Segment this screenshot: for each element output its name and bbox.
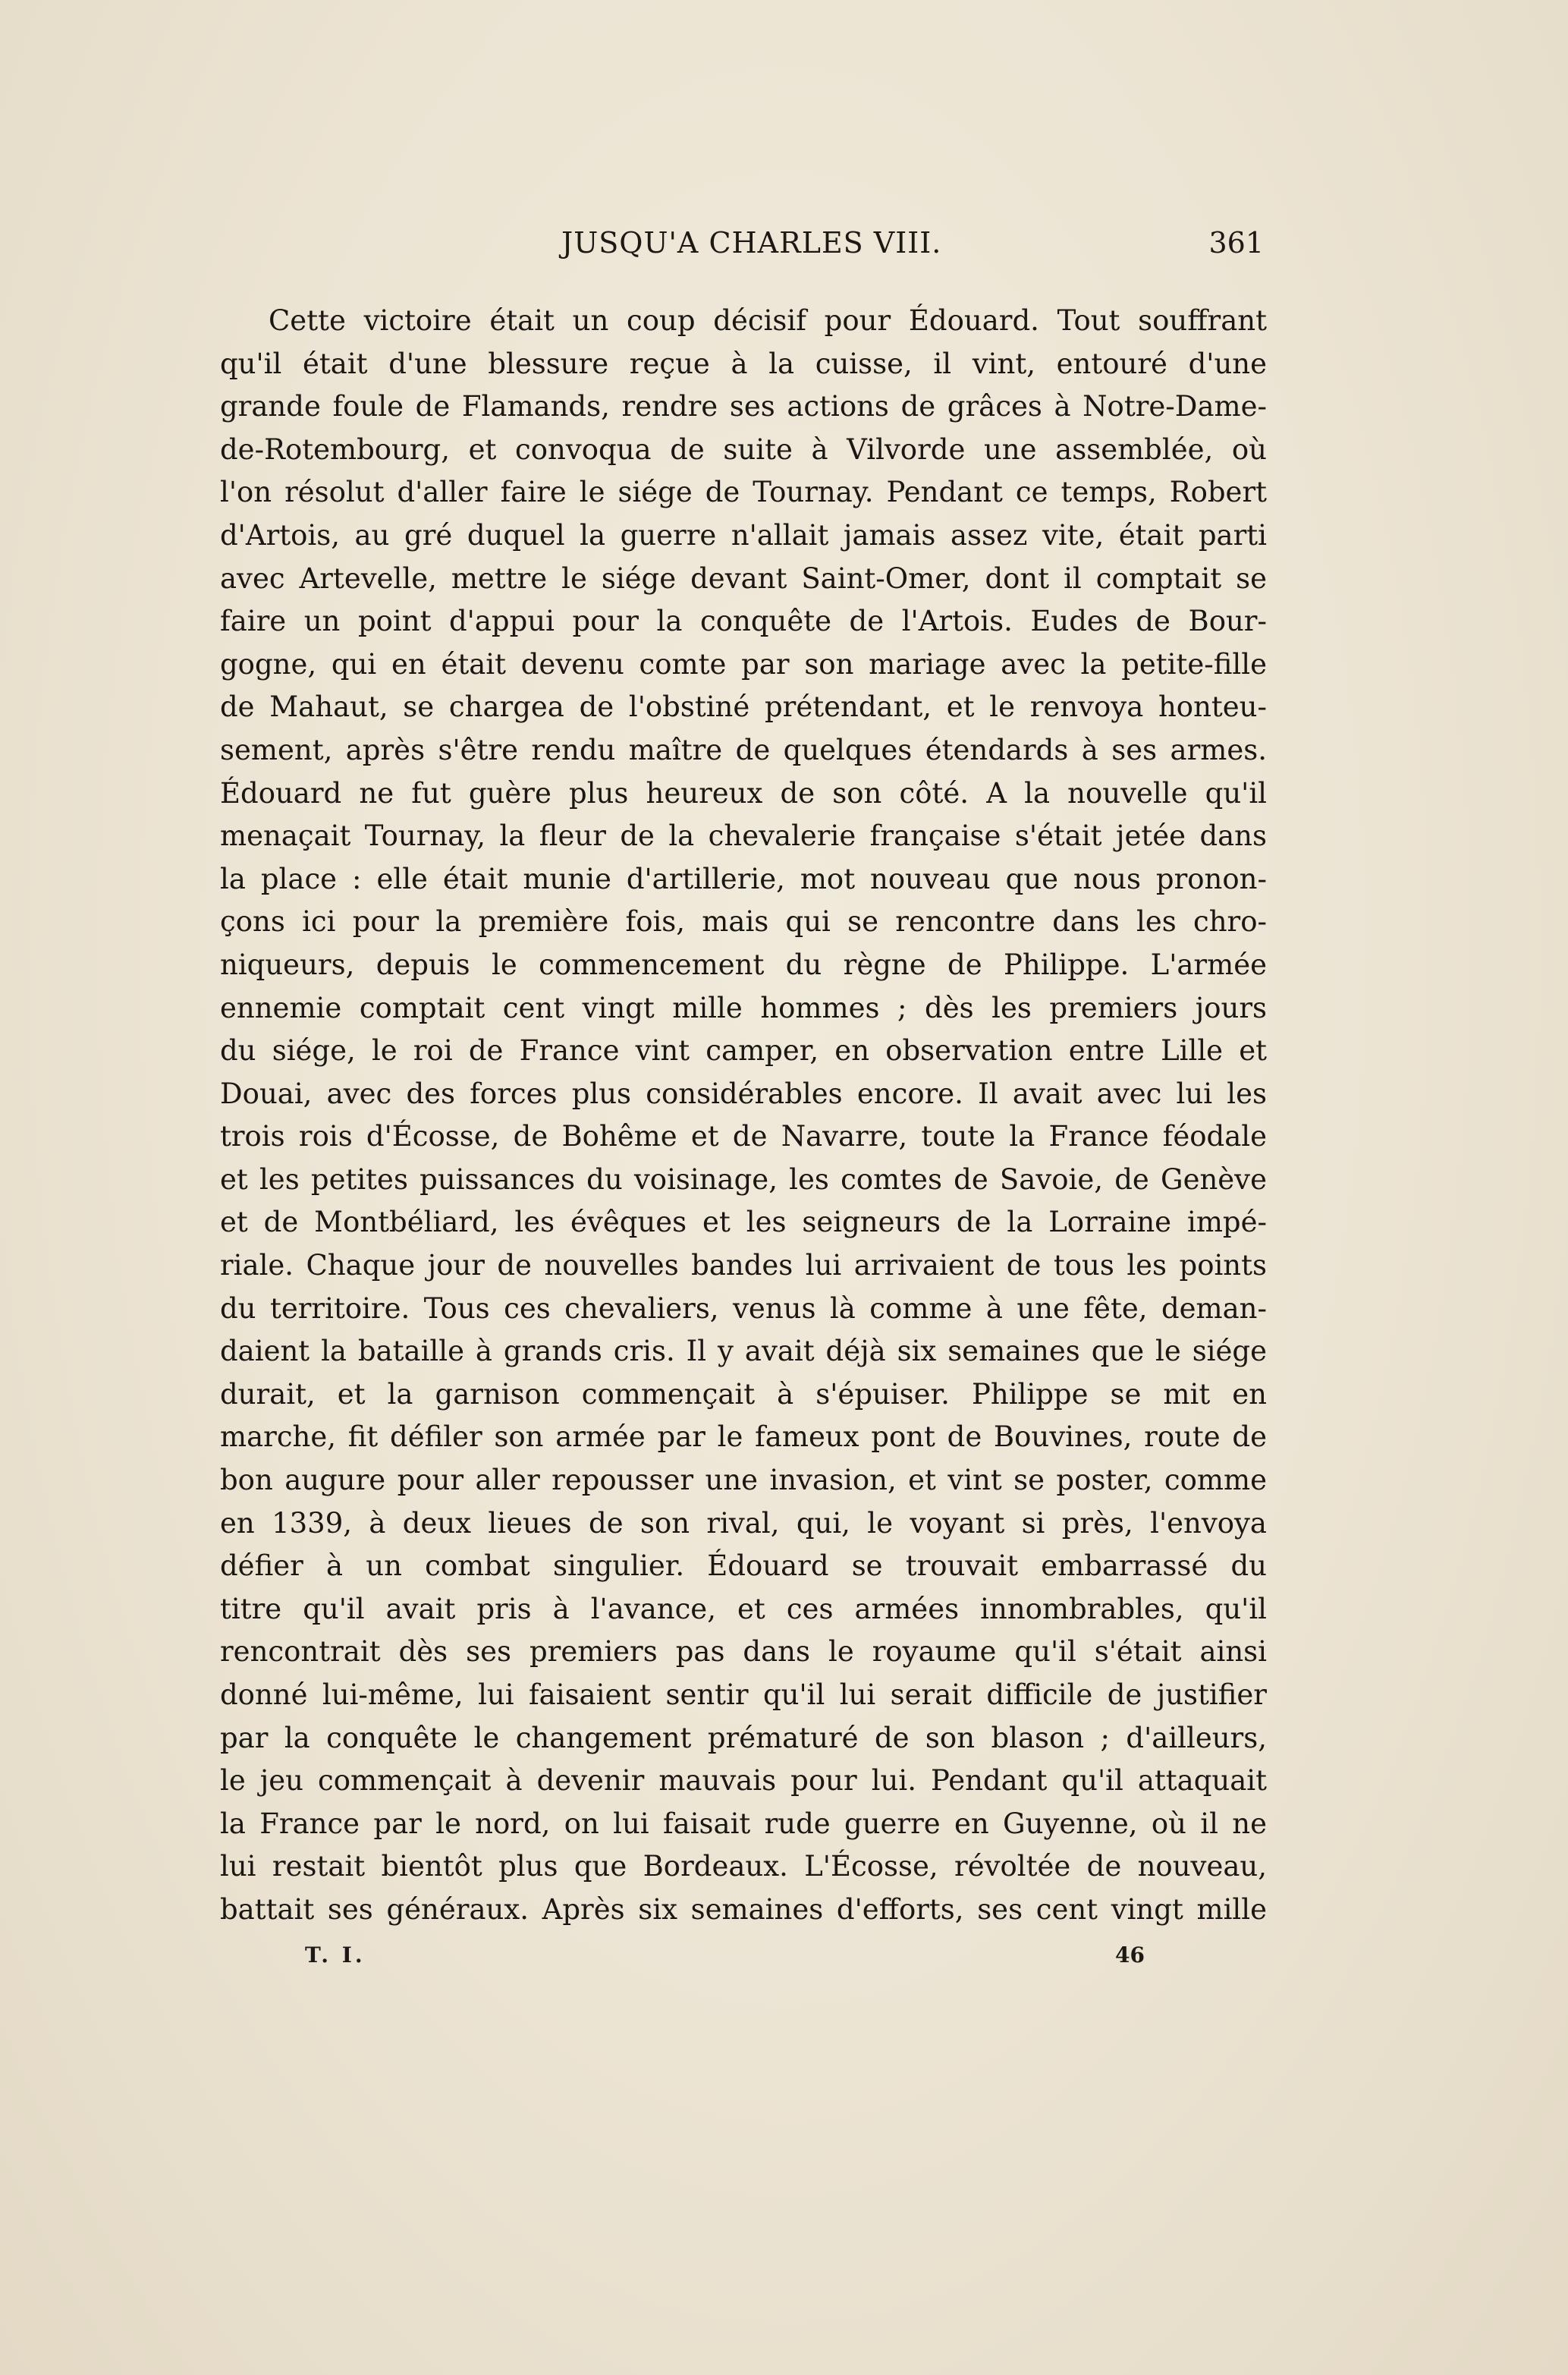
text-line: qu'il était d'une blessure reçue à la cuisse, il vint, entouré d'une <box>220 347 1267 380</box>
text-line: la place : elle était munie d'artillerie, mot nouveau que nous pronon- <box>220 862 1267 895</box>
text-line: Cette victoire était un coup décisif pour Édouard. Tout souffrant <box>269 304 1267 337</box>
text-line: avec Artevelle, mettre le siége devant Saint-Omer, dont il comptait se <box>220 562 1267 595</box>
text-line: marche, fit défiler son armée par le fameux pont de Bouvines, route de <box>220 1420 1267 1454</box>
running-title: JUSQU'A CHARLES VIII. <box>561 226 942 260</box>
text-line: trois rois d'Écosse, de Bohême et de Navarre, toute la France féodale <box>220 1120 1267 1153</box>
text-line: de Mahaut, se chargea de l'obstiné prétendant, et le renvoya honteu- <box>220 690 1267 724</box>
text-line: rencontrait dès ses premiers pas dans le royaume qu'il s'était ainsi <box>220 1635 1267 1669</box>
page-number: 361 <box>1208 226 1264 260</box>
text-line: du siége, le roi de France vint camper, en observation entre Lille et <box>220 1034 1267 1068</box>
text-line: par la conquête le changement prématuré de son blason ; d'ailleurs, <box>220 1721 1267 1754</box>
text-line: ennemie comptait cent vingt mille hommes ; dès les premiers jours <box>220 991 1267 1024</box>
text-line: sement, après s'être rendu maître de quelques étendards à ses armes. <box>220 733 1267 766</box>
gathering-signature: 46 <box>1115 1942 1145 1968</box>
body-text <box>220 300 1267 1932</box>
text-line: bon augure pour aller repousser une invasion, et vint se poster, comme <box>220 1464 1267 1497</box>
text-line: Édouard ne fut guère plus heureux de son côté. A la nouvelle qu'il <box>220 776 1267 810</box>
text-line: de-Rotembourg, et convoqua de suite à Vilvorde une assemblée, où <box>220 433 1267 466</box>
running-head <box>220 222 1267 275</box>
text-line: gogne, qui en était devenu comte par son mariage avec la petite-fille <box>220 647 1267 681</box>
text-line: Douai, avec des forces plus considérables encore. Il avait avec lui les <box>220 1077 1267 1110</box>
text-line: lui restait bientôt plus que Bordeaux. L'Écosse, révoltée de nouveau, <box>220 1850 1267 1883</box>
text-line: d'Artois, au gré duquel la guerre n'allait jamais assez vite, était parti <box>220 518 1267 552</box>
text-line: daient la bataille à grands cris. Il y avait déjà six semaines que le siége <box>220 1335 1267 1368</box>
text-line: riale. Chaque jour de nouvelles bandes lui arrivaient de tous les points <box>220 1249 1267 1282</box>
text-line: le jeu commençait à devenir mauvais pour lui. Pendant qu'il attaquait <box>220 1764 1267 1798</box>
text-line: menaçait Tournay, la fleur de la chevalerie française s'était jetée dans <box>220 819 1267 853</box>
text-line: grande foule de Flamands, rendre ses actions de grâces à Notre-Dame- <box>220 390 1267 423</box>
text-line: faire un point d'appui pour la conquête de l'Artois. Eudes de Bour- <box>220 605 1267 638</box>
text-line: et de Montbéliard, les évêques et les seigneurs de la Lorraine impé- <box>220 1206 1267 1239</box>
text-line: donné lui-même, lui faisaient sentir qu'il lui serait difficile de justifier <box>220 1678 1267 1711</box>
text-line: battait ses généraux. Après six semaines d'efforts, ses cent vingt mille <box>220 1892 1267 1926</box>
text-line: en 1339, à deux lieues de son rival, qui, le voyant si près, l'envoya <box>220 1506 1267 1540</box>
text-line: çons ici pour la première fois, mais qui se rencontre dans les chro- <box>220 905 1267 939</box>
text-line: durait, et la garnison commençait à s'épuiser. Philippe se mit en <box>220 1377 1267 1411</box>
text-line: la France par le nord, on lui faisait rude guerre en Guyenne, où il ne <box>220 1807 1267 1840</box>
text-line: l'on résolut d'aller faire le siége de Tournay. Pendant ce temps, Robert <box>220 476 1267 509</box>
volume-signature: T. I. <box>305 1942 366 1968</box>
text-line: niqueurs, depuis le commencement du règne de Philippe. L'armée <box>220 948 1267 981</box>
text-line: titre qu'il avait pris à l'avance, et ces armées innombrables, qu'il <box>220 1592 1267 1625</box>
text-line: défier à un combat singulier. Édouard se trouvait embarrassé du <box>220 1549 1267 1583</box>
page-footer <box>220 1942 1267 1980</box>
text-line: et les petites puissances du voisinage, les comtes de Savoie, de Genève <box>220 1162 1267 1196</box>
text-line: du territoire. Tous ces chevaliers, venus là comme à une fête, deman- <box>220 1291 1267 1325</box>
